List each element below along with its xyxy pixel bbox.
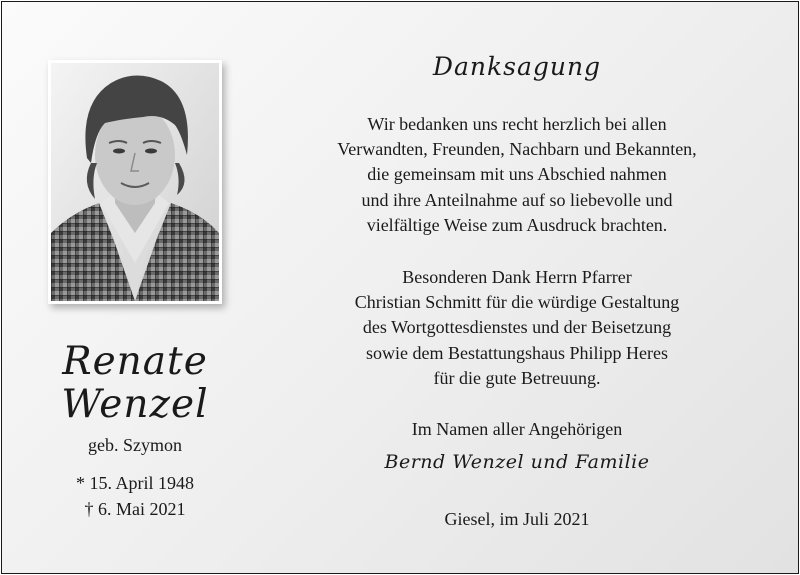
text-line: vielfältige Weise zum Ausdruck brachten. <box>366 214 668 235</box>
text-line: Wir bedanken uns recht herzlich bei allen <box>367 114 667 134</box>
portrait-photo <box>51 63 219 301</box>
text-line: und ihre Anteilnahme auf so liebevolle und <box>361 189 673 210</box>
special-thanks-paragraph <box>262 265 772 391</box>
obituary-notice <box>1 1 799 574</box>
text-line: des Wortgottesdienstes und der Beisetzung <box>362 317 672 338</box>
birth-date: * 15. April 1948 <box>75 473 194 493</box>
maiden-name: geb. Szymon <box>88 435 182 455</box>
notice-title: Danksagung <box>432 52 602 81</box>
thanks-paragraph <box>262 112 772 238</box>
family-signature: Bernd Wenzel und Familie <box>384 451 650 473</box>
portrait-frame <box>48 60 222 304</box>
text-line: die gemeinsam mit uns Abschied nahmen <box>367 164 667 185</box>
deceased-last-name: Wenzel <box>61 382 209 427</box>
deceased-first-name: Renate <box>62 339 208 384</box>
text-line: Christian Schmitt für die würdige Gestaltung <box>354 292 680 313</box>
text-line: sowie dem Bestattungshaus Philipp Heres <box>366 342 668 363</box>
text-line: Besonderen Dank Herrn Pfarrer <box>402 267 632 287</box>
death-date: † 6. Mai 2021 <box>84 499 186 519</box>
text-line: Verwandten, Freunden, Nachbarn und Bekannten, <box>337 139 697 160</box>
closing-line: Im Namen aller Angehörigen <box>411 419 623 439</box>
place-and-date: Giesel, im Juli 2021 <box>444 509 590 529</box>
text-line: für die gute Betreuung. <box>433 367 601 388</box>
